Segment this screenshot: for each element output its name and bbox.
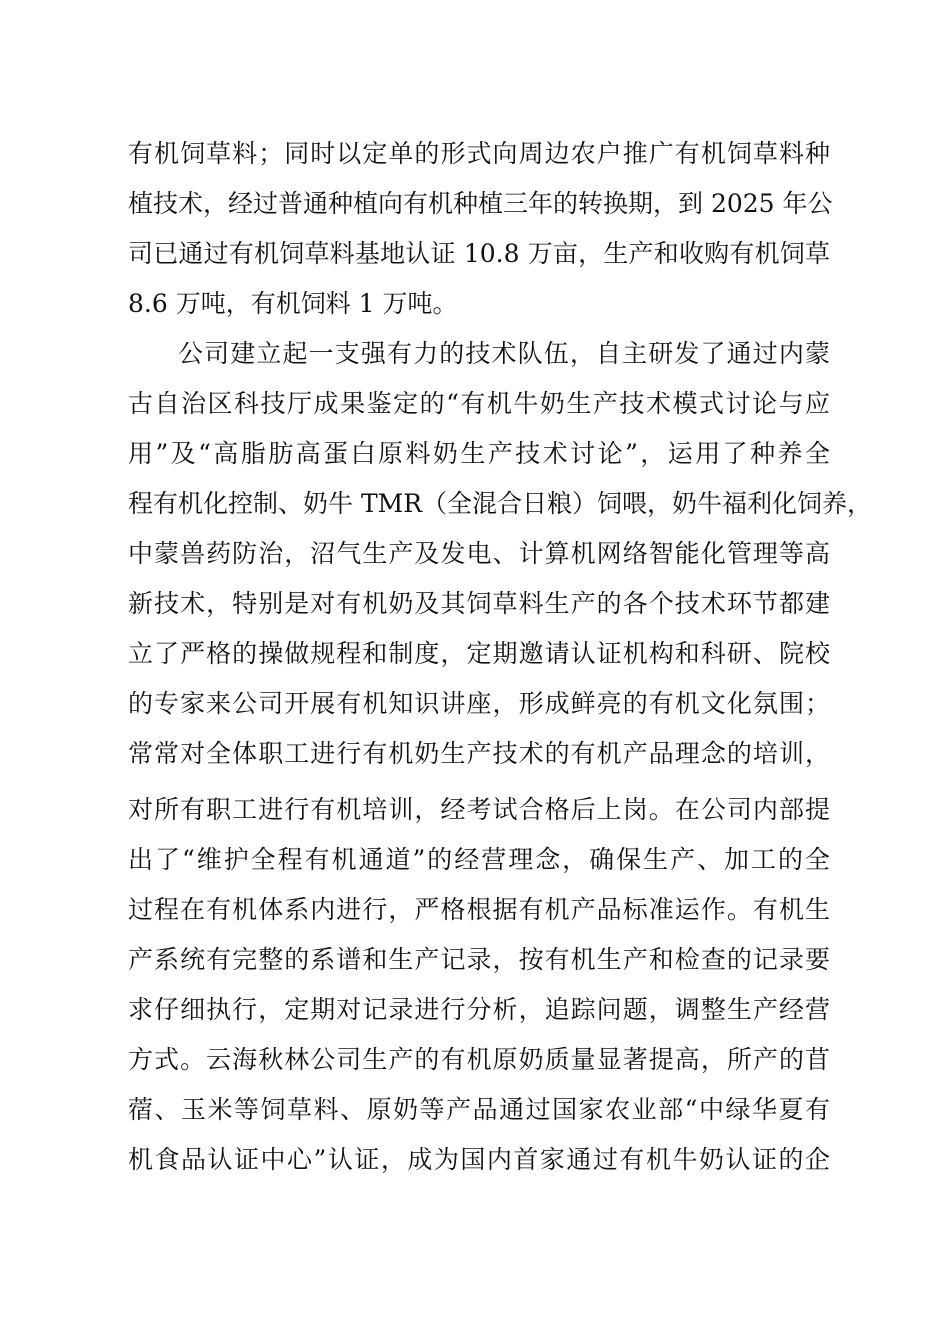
paragraph-2-line-8: 的专家来公司开展有机知识讲座，形成鲜亮的有机文化氛围；: [128, 689, 830, 718]
paragraph-2-line-1: 公司建立起一支强有力的技术队伍，自主研发了通过内蒙: [178, 339, 830, 368]
paragraph-2-line-17: 机食品认证中心”认证，成为国内首家通过有机牛奶认证的企: [128, 1145, 830, 1174]
paragraph-2-line-11: 出了“维护全程有机通道”的经营理念，确保生产、加工的全: [128, 845, 830, 874]
text-line-1: 有机饲草料；同时以定单的形式向周边农户推广有机饲草料种: [128, 139, 830, 168]
paragraph-2-line-14: 求仔细执行，定期对记录进行分析，追踪问题，调整生产经营: [128, 995, 830, 1024]
paragraph-2-line-5: 中蒙兽药防治，沼气生产及发电、计算机网络智能化管理等高: [128, 539, 830, 568]
text-line-4: 8.6 万吨，有机饲料 1 万吨。: [128, 289, 458, 318]
paragraph-2-line-2: 古自治区科技厅成果鉴定的“有机牛奶生产技术模式讨论与应: [128, 389, 830, 418]
paragraph-2-line-4: 程有机化控制、奶牛 TMR（全混合日粮）饲喂，奶牛福利化饲养，: [128, 489, 873, 518]
paragraph-2-line-10: 对所有职工进行有机培训，经考试合格后上岗。在公司内部提: [128, 795, 830, 824]
paragraph-2-line-3: 用”及“高脂肪高蛋白原料奶生产技术讨论”，运用了种养全: [128, 439, 830, 468]
paragraph-2-line-13: 产系统有完整的系谱和生产记录，按有机生产和检查的记录要: [128, 945, 830, 974]
paragraph-2-line-9: 常常对全体职工进行有机奶生产技术的有机产品理念的培训，: [128, 739, 830, 768]
text-line-3: 司已通过有机饲草料基地认证 10.8 万亩，生产和收购有机饲草: [128, 239, 830, 268]
text-line-2: 植技术，经过普通种植向有机种植三年的转换期，到 2025 年公: [128, 189, 833, 218]
paragraph-2-line-12: 过程在有机体系内进行，严格根据有机产品标准运作。有机生: [128, 895, 830, 924]
paragraph-2-line-16: 蓿、玉米等饲草料、原奶等产品通过国家农业部“中绿华夏有: [128, 1095, 830, 1124]
paragraph-2-line-7: 立了严格的操做规程和制度，定期邀请认证机构和科研、院校: [128, 639, 830, 668]
paragraph-2-line-6: 新技术，特别是对有机奶及其饲草料生产的各个技术环节都建: [128, 589, 830, 618]
paragraph-2-line-15: 方式。云海秋林公司生产的有机原奶质量显著提高，所产的苜: [128, 1045, 830, 1074]
